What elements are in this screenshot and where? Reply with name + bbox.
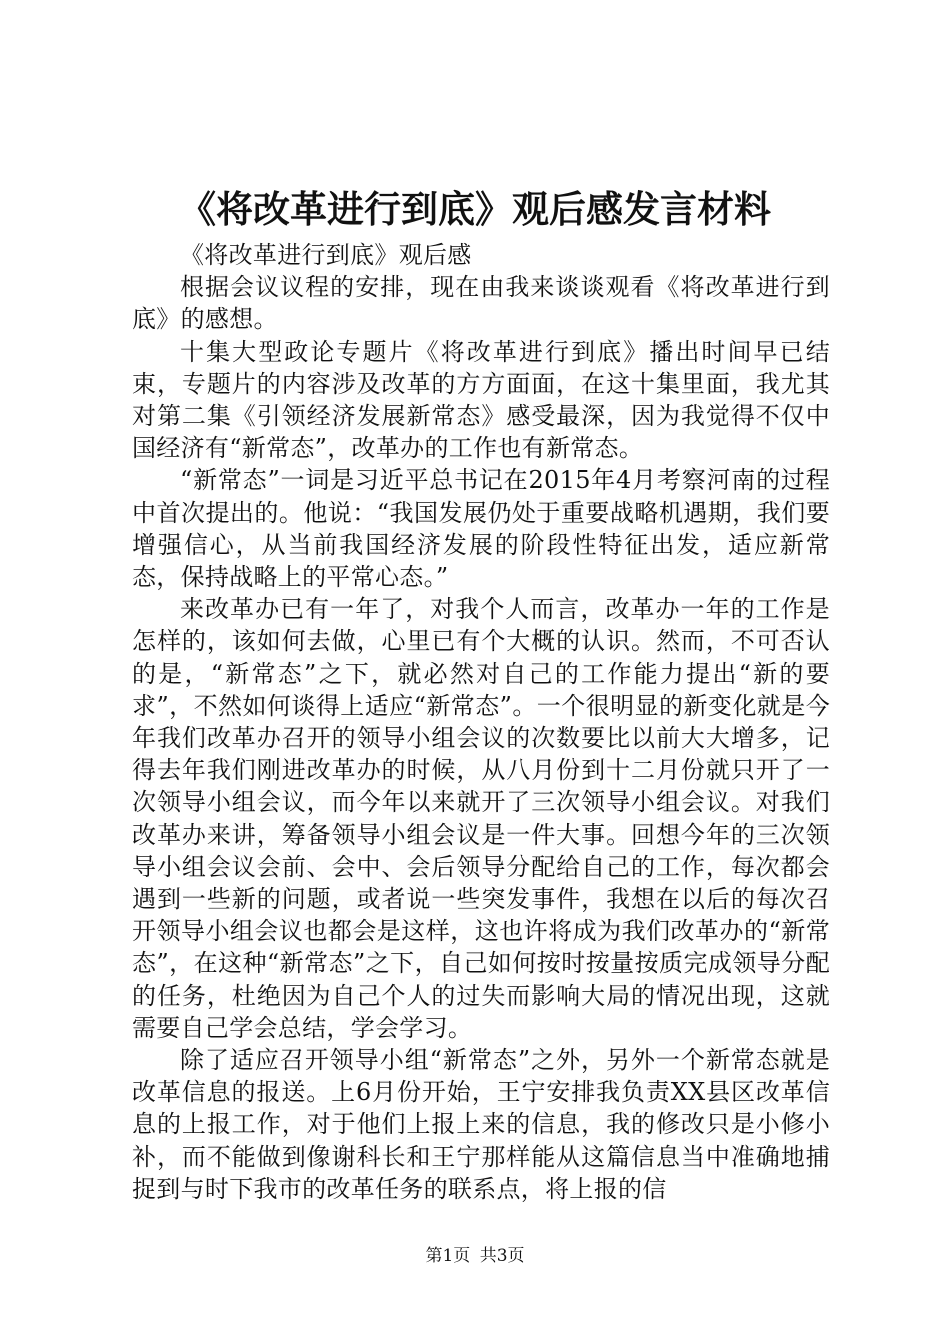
paragraph: “新常态”一词是习近平总书记在2015年4月考察河南的过程中首次提出的。他说：“我国发展仍处于重要战略机遇期，我们要增强信心，从当前我国经济发展的阶段性特征出发，适应新常态，保持战略上的平常心态。” xyxy=(132,466,830,592)
document-title: 《将改革进行到底》观后感发言材料 xyxy=(179,187,771,231)
page-total: 共3页 xyxy=(479,1246,525,1266)
document-body xyxy=(132,239,830,1205)
paragraph: 来改革办已有一年了，对我个人而言，改革办一年的工作是怎样的，该如何去做，心里已有个大概的认识。然而，不可否认的是，“新常态”之下，就必然对自己的工作能力提出“新的要求”，不然如何谈得上适应“新常态”。一个很明显的新变化就是今年我们改革办召开的领导小组会议的次数要比以前大大增多，记得去年我们刚进改革办的时候，从八月份到十二月份就只开了一次领导小组会议，而今年以来就开了三次领导小组会议。对我们改革办来讲，筹备领导小组会议是一件大事。回想今年的三次领导小组会议会前、会中、会后领导分配给自己的工作，每次都会遇到一些新的问题，或者说一些突发事件，我想在以后的每次召开领导小组会议也都会是这样，这也许将成为我们改革办的“新常态”，在这种“新常态”之下，自己如何按时按量按质完成领导分配的任务，杜绝因为自己个人的过失而影响大局的情况出现，这就需要自己学会总结，学会学习。 xyxy=(132,595,830,1042)
paragraph: 除了适应召开领导小组“新常态”之外，另外一个新常态就是改革信息的报送。上6月份开始，王宁安排我负责XX县区改革信息的上报工作，对于他们上报上来的信息，我的修改只是小修小补，而不能做到像谢科长和王宁那样能从这篇信息当中准确地捕捉到与时下我市的改革任务的联系点，将上报的信 xyxy=(132,1046,830,1203)
page-number: 第1页 xyxy=(425,1246,471,1266)
page-footer xyxy=(0,1244,950,1268)
paragraph: 十集大型政论专题片《将改革进行到底》播出时间早已结束，专题片的内容涉及改革的方方面面，在这十集里面，我尤其对第二集《引领经济发展新常态》感受最深，因为我觉得不仅中国经济有“新常态”，改革办的工作也有新常态。 xyxy=(132,337,830,463)
paragraph: 根据会议议程的安排，现在由我来谈谈观看《将改革进行到底》的感想。 xyxy=(132,273,830,334)
paragraph-subtitle: 《将改革进行到底》观后感 xyxy=(180,241,472,269)
